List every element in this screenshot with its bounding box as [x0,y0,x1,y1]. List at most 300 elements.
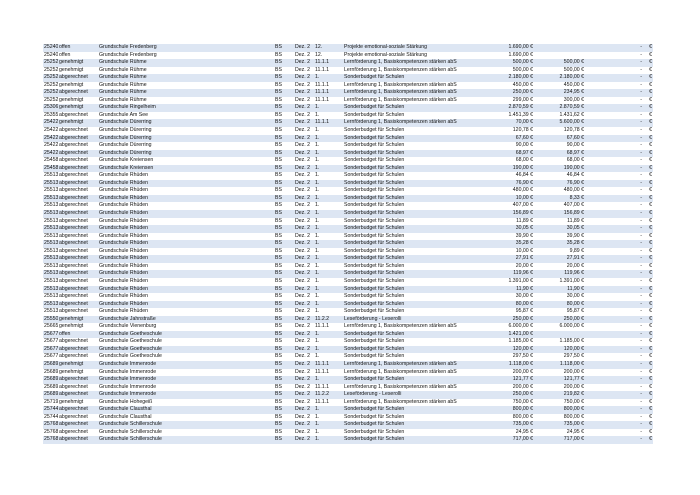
requested-cell: 500,00 € [483,59,534,67]
id-cell: 25689 [44,391,58,398]
region-cell: BS [274,89,294,97]
code-cell: 1. [315,428,320,435]
region-cell: BS [275,262,282,269]
table-row [43,180,653,188]
code-cell: 11.1.1 [315,383,330,390]
currency-cell: € [647,376,653,384]
code-cell: 1. [314,436,343,444]
table-row [43,119,653,127]
id-cell: 25252 [44,66,58,73]
approved-cell: 297,50 € [563,353,584,360]
region-cell: BS [274,436,294,444]
difference-cell: - [640,413,642,420]
program-cell: Lernförderung 1, Basiskompetenzen stärken abS [344,323,457,330]
dept-cell: Dez. 2 [295,262,310,269]
table-row [43,142,653,150]
approved-cell: 1.118,00 € [534,361,585,369]
requested-cell: 39,90 € [515,232,533,239]
table-row [43,210,653,218]
school-cell: Grundschule Immenrode [98,361,274,369]
dept-cell: Dez. 2 [295,66,310,73]
dept-cell: Dez. 2 [295,277,310,284]
approved-cell: 800,00 € [534,406,585,414]
code-cell: 1. [315,277,320,284]
status-cell: abgerechnet [58,240,98,248]
status-cell: abgerechnet [59,338,88,345]
requested-cell: 1.185,00 € [508,338,533,345]
school-cell: Grundschule Ringelheim [98,104,274,112]
approved-cell: 6.000,00 € [559,323,584,330]
code-cell: 1. [315,293,320,300]
approved-cell: 11,90 € [534,286,585,294]
approved-cell: 750,00 € [563,398,584,405]
dept-cell: Dez. 2 [294,270,314,278]
table-row [43,135,653,143]
requested-cell: 68,00 € [515,157,533,164]
program-cell: Sonderbudget für Schulen [343,301,483,309]
code-cell: 12. [314,44,343,52]
approved-cell: 46,84 € [566,172,584,179]
status-cell: abgerechnet [58,421,98,429]
program-cell: Lernförderung 1, Basiskompetenzen stärken abS [344,383,457,390]
requested-cell: 800,00 € [483,406,534,414]
id-cell: 25513 [44,277,58,284]
code-cell: 1. [314,180,343,188]
table-row [43,316,653,324]
code-cell: 1. [315,232,320,239]
code-cell: 1. [314,225,343,233]
dept-cell: Dez. 2 [295,111,310,118]
dept-cell: Dez. 2 [295,127,310,134]
school-cell: Grundschule Rühme [98,89,274,97]
dept-cell: Dez. 2 [294,391,314,399]
status-cell: abgerechnet [58,436,98,444]
currency-cell: € [649,338,652,345]
difference-cell: - [585,150,647,158]
program-cell: Lernförderung 1, Basiskompetenzen stärken abS [343,89,483,97]
difference-cell: - [585,391,647,399]
code-cell: 1. [314,135,343,143]
dept-cell: Dez. 2 [294,180,314,188]
region-cell: BS [275,172,282,179]
program-cell: Sonderbudget für Schulen [344,111,405,118]
dept-cell: Dez. 2 [294,59,314,67]
approved-cell: 735,00 € [534,421,585,429]
currency-cell: € [649,383,652,390]
program-cell: Sonderbudget für Schulen [343,135,483,143]
difference-cell: - [640,247,642,254]
school-cell: Grundschule Rhüden [99,293,149,300]
currency-cell: € [649,51,652,58]
program-cell: Sonderbudget für Schulen [344,308,405,315]
difference-cell: - [640,202,642,209]
region-cell: BS [275,202,282,209]
requested-cell: 67,60 € [483,135,534,143]
table-row [43,112,653,120]
approved-cell: 450,00 € [563,81,584,88]
currency-cell: € [649,66,652,73]
school-cell: Grundschule Vienenburg [99,323,157,330]
difference-cell: - [640,232,642,239]
approved-cell: 2.180,00 € [534,74,585,82]
program-cell: Sonderbudget für Schulen [344,293,405,300]
status-cell: abgerechnet [59,142,88,149]
dept-cell: Dez. 2 [295,232,310,239]
requested-cell: 156,89 € [483,210,534,218]
dept-cell: Dez. 2 [294,255,314,263]
currency-cell: € [647,59,653,67]
status-cell: abgerechnet [58,135,98,143]
code-cell: 11.1.1 [315,323,330,330]
region-cell: BS [275,66,282,73]
code-cell: 1. [315,127,320,134]
dept-cell: Dez. 2 [294,316,314,324]
status-cell: abgerechnet [58,406,98,414]
dept-cell: Dez. 2 [294,74,314,82]
code-cell: 1. [314,346,343,354]
currency-cell: € [647,165,653,173]
id-cell: 25513 [44,247,58,254]
requested-cell: 200,00 € [512,368,533,375]
table-row [43,74,653,82]
dept-cell: Dez. 2 [294,406,314,414]
difference-cell: - [585,406,647,414]
approved-cell: 90,00 € [566,142,584,149]
currency-cell: € [647,210,653,218]
dept-cell: Dez. 2 [294,346,314,354]
status-cell: abgerechnet [59,157,88,164]
currency-cell: € [647,406,653,414]
difference-cell: - [585,331,647,339]
approved-cell: 27,91 € [534,255,585,263]
school-cell: Grundschule Dürerring [98,119,274,127]
region-cell: BS [275,383,282,390]
difference-cell: - [585,240,647,248]
code-cell: 1. [315,157,320,164]
requested-cell: 80,00 € [483,301,534,309]
table-row [43,104,653,112]
approved-cell: 234,95 € [534,89,585,97]
region-cell: BS [275,187,282,194]
code-cell: 1. [314,376,343,384]
code-cell: 1. [315,247,320,254]
program-cell: Sonderbudget für Schulen [344,202,405,209]
id-cell: 25513 [44,285,58,292]
dept-cell: Dez. 2 [295,172,310,179]
table-row [43,429,653,437]
id-cell: 25677 [44,338,58,345]
region-cell: BS [275,127,282,134]
school-cell: Grundschule Dürerring [98,135,274,143]
code-cell: 1. [314,286,343,294]
region-cell: BS [275,142,282,149]
code-cell: 1. [315,142,320,149]
table-row [43,225,653,233]
status-cell: genehmigt [59,81,84,88]
code-cell: 1. [314,301,343,309]
status-cell: genehmigt [59,96,84,103]
status-cell: genehmigt [59,323,84,330]
code-cell: 1. [315,338,320,345]
program-cell: Leseförderung - Leserolli [343,391,483,399]
approved-cell [534,44,585,52]
table-row [43,331,653,339]
program-cell: Sonderbudget für Schulen [343,150,483,158]
id-cell: 25513 [44,179,58,186]
approved-cell: 11,89 € [567,217,584,224]
program-cell: Sonderbudget für Schulen [344,232,405,239]
table-row [43,391,653,399]
id-cell: 25252 [44,96,58,103]
school-cell: Grundschule Goetheschule [99,338,162,345]
program-cell: Lernförderung 1, Basiskompetenzen stärken abS [344,398,457,405]
region-cell: BS [274,361,294,369]
region-cell: BS [274,286,294,294]
difference-cell: - [585,376,647,384]
requested-cell: 1.118,00 € [483,361,534,369]
status-cell: abgerechnet [58,270,98,278]
program-cell: Sonderbudget für Schulen [343,225,483,233]
school-cell: Grundschule Dürerring [99,127,152,134]
requested-cell: 450,00 € [512,81,533,88]
difference-cell: - [585,270,647,278]
program-cell: Sonderbudget für Schulen [344,217,405,224]
currency-cell: € [649,232,652,239]
program-cell: Sonderbudget für Schulen [343,376,483,384]
dept-cell: Dez. 2 [294,44,314,52]
region-cell: BS [274,165,294,173]
dept-cell: Dez. 2 [295,247,310,254]
program-cell: Sonderbudget für Schulen [344,247,405,254]
code-cell: 11.1.1 [314,89,343,97]
code-cell: 11.1.1 [314,361,343,369]
currency-cell: € [647,89,653,97]
school-cell: Grundschule Rhüden [99,232,149,239]
currency-cell: € [647,301,653,309]
table-row [43,150,653,158]
school-cell: Grundschule Am See [99,111,149,118]
school-cell: Grundschule Hohegeiß [99,398,153,405]
dept-cell: Dez. 2 [295,413,310,420]
id-cell: 25513 [44,225,58,232]
school-cell: Grundschule Rhüden [99,217,149,224]
approved-cell [534,331,585,339]
currency-cell: € [647,346,653,354]
status-cell: abgerechnet [59,383,88,390]
school-cell: Grundschule Rhüden [98,301,274,309]
approved-cell: 30,05 € [534,225,585,233]
currency-cell: € [647,361,653,369]
requested-cell: 46,84 € [515,172,533,179]
status-cell: abgerechnet [58,165,98,173]
region-cell: BS [275,308,282,315]
approved-cell: 119,96 € [534,270,585,278]
difference-cell: - [640,293,642,300]
requested-cell: 24,95 € [515,428,533,435]
table-row [43,52,653,60]
code-cell: 11.1.1 [315,96,330,103]
approved-cell: 68,00 € [566,157,584,164]
table-row [43,187,653,195]
code-cell: 1. [314,195,343,203]
region-cell: BS [275,157,282,164]
status-cell: abgerechnet [58,180,98,188]
dept-cell: Dez. 2 [295,202,310,209]
status-cell: abgerechnet [58,391,98,399]
region-cell: BS [274,391,294,399]
dept-cell: Dez. 2 [295,157,310,164]
id-cell: 25550 [44,315,58,322]
dept-cell: Dez. 2 [295,338,310,345]
id-cell: 25677 [44,353,58,360]
status-cell: genehmigt [59,398,84,405]
requested-cell: 250,00 € [483,89,534,97]
school-cell: Grundschule Schillerschule [99,428,162,435]
region-cell: BS [275,51,282,58]
difference-cell: - [585,436,647,444]
approved-cell: 8,33 € [534,195,585,203]
program-cell: Sonderbudget für Schulen [344,187,405,194]
approved-cell: 407,00 € [563,202,584,209]
difference-cell: - [640,66,642,73]
dept-cell: Dez. 2 [295,96,310,103]
dept-cell: Dez. 2 [294,119,314,127]
region-cell: BS [274,240,294,248]
school-cell: Grundschule Rühme [99,81,147,88]
id-cell: 25677 [44,330,58,337]
currency-cell: € [649,368,652,375]
program-cell: Sonderbudget für Schulen [344,142,405,149]
id-cell: 25513 [44,240,58,247]
currency-cell: € [649,398,652,405]
difference-cell: - [585,104,647,112]
code-cell: 1. [314,331,343,339]
code-cell: 1. [314,104,343,112]
dept-cell: Dez. 2 [294,421,314,429]
program-cell: Sonderbudget für Schulen [343,286,483,294]
program-cell: Sonderbudget für Schulen [343,436,483,444]
currency-cell: € [647,195,653,203]
status-cell: abgerechnet [58,301,98,309]
dept-cell: Dez. 2 [295,323,310,330]
approved-cell: 190,00 € [534,165,585,173]
currency-cell: € [649,277,652,284]
table-row [43,361,653,369]
approved-cell: 800,00 € [563,413,584,420]
code-cell: 1. [314,421,343,429]
region-cell: BS [275,232,282,239]
school-cell: Grundschule Rhüden [98,255,274,263]
currency-cell: € [647,135,653,143]
table-row [43,346,653,354]
currency-cell: € [647,391,653,399]
status-cell: abgerechnet [58,346,98,354]
table-row [43,436,653,444]
region-cell: BS [275,338,282,345]
id-cell: 25422 [44,142,58,149]
difference-cell: - [585,286,647,294]
region-cell: BS [275,353,282,360]
region-cell: BS [274,255,294,263]
approved-cell: 219,82 € [534,391,585,399]
id-cell: 25513 [44,202,58,209]
program-cell: Lernförderung 1, Basiskompetenzen stärken abS [344,81,457,88]
id-cell: 25513 [44,187,58,194]
code-cell: 1. [315,202,320,209]
table-row [43,353,653,361]
dept-cell: Dez. 2 [295,187,310,194]
id-cell: 25513 [44,217,58,224]
dept-cell: Dez. 2 [294,150,314,158]
currency-cell: € [647,270,653,278]
region-cell: BS [274,44,294,52]
requested-cell: 297,50 € [512,353,533,360]
currency-cell: € [649,308,652,315]
table-row [43,97,653,105]
dept-cell: Dez. 2 [295,383,310,390]
school-cell: Grundschule Rhüden [99,262,149,269]
approved-cell: 76,90 € [534,180,585,188]
program-cell: Sonderbudget für Schulen [344,338,405,345]
program-cell: Lernförderung 1, Basiskompetenzen stärken abS [343,59,483,67]
program-cell: Sonderbudget für Schulen [344,428,405,435]
difference-cell: - [640,398,642,405]
requested-cell: 10,00 € [483,195,534,203]
approved-cell: 200,00 € [563,368,584,375]
table-row [43,127,653,135]
status-cell: genehmigt [59,368,84,375]
requested-cell: 1.451,39 € [508,111,533,118]
region-cell: BS [275,323,282,330]
dept-cell: Dez. 2 [294,286,314,294]
difference-cell: - [640,217,642,224]
requested-cell: 20,00 € [515,262,533,269]
school-cell: Grundschule Rühme [98,74,274,82]
code-cell: 1. [315,111,320,118]
id-cell: 25689 [44,368,58,375]
requested-cell: 250,00 € [483,316,534,324]
approved-cell: 500,00 € [563,66,584,73]
id-cell: 25252 [44,89,58,96]
table-row [43,157,653,165]
status-cell: abgerechnet [58,255,98,263]
code-cell: 11.1.1 [314,59,343,67]
currency-cell: € [649,217,652,224]
requested-cell: 1.391,00 € [508,277,533,284]
program-cell: Sonderbudget für Schulen [343,406,483,414]
code-cell: 12. [315,51,323,58]
dept-cell: Dez. 2 [295,308,310,315]
region-cell: BS [274,331,294,339]
dept-cell: Dez. 2 [294,301,314,309]
approved-cell: 67,60 € [534,135,585,143]
dept-cell: Dez. 2 [295,293,310,300]
currency-cell: € [647,150,653,158]
region-cell: BS [274,301,294,309]
dept-cell: Dez. 2 [294,195,314,203]
school-cell: Grundschule Kreiensen [98,165,274,173]
school-cell: Grundschule Rhüden [98,270,274,278]
table-row [43,278,653,286]
difference-cell: - [585,44,647,52]
school-cell: Grundschule Rhüden [98,225,274,233]
difference-cell: - [585,119,647,127]
id-cell: 25513 [44,308,58,315]
id-cell: 25513 [44,270,58,277]
requested-cell: 120,00 € [483,346,534,354]
school-cell: Grundschule Fredenberg [99,51,157,58]
approved-cell: 30,00 € [566,293,584,300]
